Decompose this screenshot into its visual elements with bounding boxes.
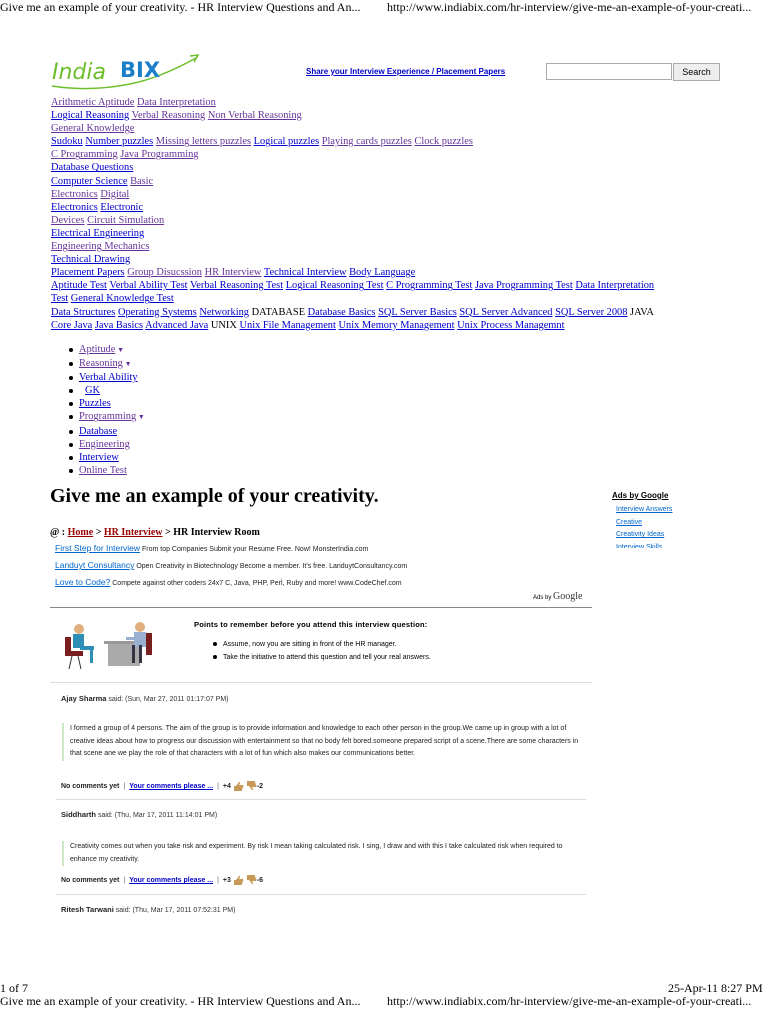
points-heading: Points to remember before you attend this interview question: bbox=[194, 620, 428, 629]
list-item: Take the initiative to attend this question and tell your real answers. bbox=[212, 651, 431, 664]
topic-link-general-knowledge[interactable]: General Knowledge bbox=[51, 123, 135, 135]
upvote-count: +4 bbox=[222, 782, 231, 790]
topic-link-c-programming-test[interactable]: C Programming Test bbox=[386, 280, 473, 292]
topic-link-test[interactable]: Test bbox=[51, 293, 69, 305]
comment-author bbox=[61, 810, 217, 819]
sidebar-ad-link[interactable]: Interview Skills bbox=[616, 543, 663, 548]
topic-link-basic[interactable]: Basic bbox=[130, 175, 154, 187]
topic-link-database-questions[interactable]: Database Questions bbox=[51, 162, 134, 174]
topic-links bbox=[51, 96, 711, 332]
topic-link-verbal-ability-test[interactable]: Verbal Ability Test bbox=[109, 280, 188, 292]
topic-link-advanced-java[interactable]: Advanced Java bbox=[145, 319, 209, 331]
topic-link-aptitude-test[interactable]: Aptitude Test bbox=[51, 280, 107, 292]
topic-link-data-interpretation[interactable]: Data Interpretation bbox=[575, 280, 655, 292]
topic-link-clock-puzzles[interactable]: Clock puzzles bbox=[414, 136, 473, 148]
chevron-down-icon[interactable]: ▼ bbox=[115, 346, 125, 354]
menu-item-database[interactable] bbox=[67, 425, 145, 438]
menu-item-interview[interactable] bbox=[67, 451, 145, 464]
text-ad bbox=[55, 543, 368, 553]
topic-link-core-java[interactable]: Core Java bbox=[51, 319, 93, 331]
comment-text: I formed a group of 4 persons. The aim of the group is to provide information and knowledge to each other person in the group.We came up in group with a lot of creative ideas about how to progress our discussion with entertainment so that no body felt bored.someone prepared script of a scene.There are some characters in that scene ane we play the role of that characters with a lot of fun which also makes our communications better. bbox=[62, 723, 585, 761]
text-ad bbox=[55, 577, 402, 587]
topic-link-unix-file-management[interactable]: Unix File Management bbox=[239, 319, 336, 331]
comment-date: said: (Thu, Mar 17, 2011 07:52:31 PM) bbox=[115, 907, 236, 914]
topic-link-networking[interactable]: Networking bbox=[199, 306, 249, 318]
sidebar-ad-link[interactable]: Creative bbox=[616, 518, 643, 526]
comment-author bbox=[61, 905, 235, 914]
menu-item-label[interactable]: Verbal Ability bbox=[79, 372, 138, 384]
ads-by-google-label[interactable]: Ads by Google bbox=[533, 591, 583, 602]
menu-item-label[interactable]: Puzzles bbox=[79, 398, 111, 410]
chevron-down-icon[interactable]: ▼ bbox=[122, 360, 132, 369]
topic-label-database: DATABASE bbox=[251, 306, 306, 318]
topic-link-operating-systems[interactable]: Operating Systems bbox=[117, 306, 197, 318]
menu-item-reasoning[interactable] bbox=[67, 357, 145, 371]
menu-item-puzzles[interactable] bbox=[67, 397, 145, 410]
thumbs-up-icon[interactable] bbox=[233, 875, 244, 885]
topic-links-row bbox=[51, 240, 711, 253]
your-comments-link[interactable]: Your comments please ... bbox=[129, 876, 214, 884]
page-title: Give me an example of your creativity. bbox=[50, 485, 379, 507]
ad-text: Compete against other coders 24x7 C, Java, PHP, Perl, Ruby and more! www.CodeChef.com bbox=[112, 580, 402, 587]
topic-link-technical-drawing[interactable]: Technical Drawing bbox=[51, 254, 131, 266]
ads-sidebar bbox=[612, 491, 712, 548]
ad-link[interactable]: Love to Code? bbox=[55, 577, 111, 587]
ad-link[interactable]: First Step for Interview bbox=[55, 543, 141, 553]
topic-links-row bbox=[51, 292, 711, 305]
topic-links-row bbox=[51, 279, 711, 292]
downvote-count: -2 bbox=[256, 782, 264, 790]
menu-item-label[interactable]: Programming bbox=[79, 411, 137, 423]
breadcrumb-hr-interview[interactable]: HR Interview bbox=[103, 527, 163, 538]
menu-item-programming[interactable] bbox=[67, 410, 145, 424]
list-item: Assume, now you are sitting in front of the HR manager. bbox=[212, 638, 431, 651]
breadcrumb: @ : Home > HR Interview > HR Interview Room bbox=[50, 527, 260, 538]
comment-actions: No comments yet | Your comments please ... | +3 -6 bbox=[61, 876, 264, 884]
divider bbox=[56, 799, 586, 800]
topic-link-sql-server-2008[interactable]: SQL Server 2008 bbox=[555, 306, 628, 318]
topic-links-row bbox=[51, 161, 711, 174]
topic-link-sql-server-basics[interactable]: SQL Server Basics bbox=[378, 306, 457, 318]
indiabix-logo[interactable] bbox=[50, 52, 200, 94]
topic-link-technical-interview[interactable]: Technical Interview bbox=[263, 267, 347, 279]
topic-link-logical-reasoning[interactable]: Logical Reasoning bbox=[51, 110, 130, 122]
points-list bbox=[212, 638, 431, 664]
ad-text: Open Creativity in Biotechnology Become a member. It's free. LanduytConsultancy.com bbox=[136, 563, 408, 570]
share-experience-link[interactable]: Share your Interview Experience / Placement Papers bbox=[306, 67, 506, 76]
divider bbox=[56, 894, 586, 895]
topic-link-group-disucssion[interactable]: Group Disucssion bbox=[127, 267, 202, 279]
commenter-name: Siddharth bbox=[61, 810, 96, 819]
no-comments-label: No comments yet bbox=[61, 876, 120, 884]
breadcrumb-home[interactable]: Home bbox=[67, 527, 94, 538]
text-ad bbox=[55, 560, 407, 570]
divider bbox=[50, 682, 592, 683]
topic-link-placement-papers[interactable]: Placement Papers bbox=[51, 267, 125, 279]
print-header-title: Give me an example of your creativity. - HR Interview Questions and An... bbox=[0, 0, 361, 14]
topic-link-arithmetic-aptitude[interactable]: Arithmetic Aptitude bbox=[51, 97, 135, 108]
topic-link-devices[interactable]: Devices bbox=[51, 214, 85, 226]
search-button[interactable]: Search bbox=[673, 63, 720, 81]
menu-item-label[interactable]: Engineering bbox=[79, 438, 130, 450]
print-footer-title: Give me an example of your creativity. - HR Interview Questions and An... bbox=[0, 994, 361, 1008]
menu-item-verbal-ability[interactable] bbox=[67, 371, 145, 384]
menu-item-label[interactable]: Reasoning bbox=[79, 358, 123, 370]
topic-links-row bbox=[51, 96, 711, 109]
print-footer-datetime: 25-Apr-11 8:27 PM bbox=[668, 981, 763, 995]
topic-link-logical-reasoning-test[interactable]: Logical Reasoning Test bbox=[285, 280, 384, 292]
topic-link-unix-memory-management[interactable]: Unix Memory Management bbox=[338, 319, 455, 331]
topic-link-electronics[interactable]: Electronics bbox=[51, 201, 98, 213]
thumbs-down-icon[interactable] bbox=[246, 781, 257, 791]
topic-link-java-basics[interactable]: Java Basics bbox=[94, 319, 144, 331]
topic-link-digital[interactable]: Digital bbox=[100, 188, 130, 200]
menu-item-engineering[interactable] bbox=[67, 438, 145, 451]
topic-link-database-basics[interactable]: Database Basics bbox=[307, 306, 376, 318]
topic-link-general-knowledge-test[interactable]: General Knowledge Test bbox=[70, 293, 174, 305]
topic-links-row bbox=[51, 188, 711, 201]
menu-item-label[interactable]: Aptitude bbox=[79, 344, 116, 355]
comment-date: said: (Thu, Mar 17, 2011 11:14:01 PM) bbox=[97, 812, 218, 819]
topic-link-playing-cards-puzzles[interactable]: Playing cards puzzles bbox=[321, 136, 412, 148]
interview-illustration-image bbox=[60, 619, 160, 675]
comment-actions: No comments yet | Your comments please ... | +4 -2 bbox=[61, 782, 264, 790]
search-input[interactable] bbox=[546, 63, 672, 80]
divider bbox=[50, 607, 592, 608]
chevron-down-icon[interactable]: ▼ bbox=[136, 413, 145, 422]
logo-india-text: India bbox=[52, 60, 106, 85]
topic-link-electronics[interactable]: Electronics bbox=[51, 188, 98, 200]
print-footer-url: http://www.indiabix.com/hr-interview/give-me-an-example-of-your-creati... bbox=[387, 994, 752, 1008]
breadcrumb-prefix: @ : bbox=[50, 527, 66, 538]
commenter-name: Ajay Sharma bbox=[61, 694, 107, 703]
menu-item-aptitude[interactable] bbox=[67, 343, 145, 357]
topic-link-engineering-mechanics[interactable]: Engineering Mechanics bbox=[51, 241, 150, 253]
commenter-name: Ritesh Tarwani bbox=[61, 905, 114, 914]
topic-link-java-programming[interactable]: Java Programming bbox=[120, 149, 199, 161]
topic-links-row bbox=[51, 253, 711, 266]
comment-text: Creativity comes out when you take risk and experiment. By risk I mean taking calculated risk. I sing, I draw and with this I take calculated risk when required to enhance my creativity. bbox=[62, 841, 585, 866]
breadcrumb-current: HR Interview Room bbox=[173, 527, 260, 538]
topic-link-sudoku[interactable]: Sudoku bbox=[51, 136, 83, 148]
menu-item-online-test[interactable] bbox=[67, 464, 145, 477]
topic-label-unix: UNIX bbox=[210, 319, 237, 331]
print-header-url: http://www.indiabix.com/hr-interview/give-me-an-example-of-your-creati... bbox=[387, 0, 752, 14]
sidebar-ad-link[interactable]: Interview Answers bbox=[616, 506, 673, 513]
print-footer-page: 1 of 7 bbox=[0, 981, 28, 995]
topic-link-circuit-simulation[interactable]: Circuit Simulation bbox=[87, 214, 165, 226]
topic-links-row bbox=[51, 175, 711, 188]
ad-text: From top Companies Submit your Resume Free. Now! MonsterIndia.com bbox=[141, 546, 369, 553]
topic-link-missing-letters-puzzles[interactable]: Missing letters puzzles bbox=[155, 136, 252, 148]
topic-links-row bbox=[51, 306, 711, 319]
menu-item-label[interactable]: Online Test bbox=[79, 464, 127, 476]
topic-link-electrical-engineering[interactable]: Electrical Engineering bbox=[51, 227, 145, 239]
topic-link-non-verbal-reasoning[interactable]: Non Verbal Reasoning bbox=[207, 110, 302, 122]
topic-link-number-puzzles[interactable]: Number puzzles bbox=[85, 136, 154, 148]
topic-link-verbal-reasoning-test[interactable]: Verbal Reasoning Test bbox=[189, 280, 284, 292]
topic-label-java: JAVA bbox=[630, 306, 654, 318]
upvote-count: +3 bbox=[222, 876, 231, 884]
topic-links-row bbox=[51, 122, 711, 135]
sidebar-ad-link[interactable]: Creativity Ideas bbox=[616, 531, 665, 538]
menu-item-label[interactable]: Interview bbox=[79, 451, 119, 463]
category-menu bbox=[67, 343, 145, 477]
topic-links-row bbox=[51, 319, 711, 332]
topic-links-row bbox=[51, 148, 711, 161]
topic-link-data-interpretation[interactable]: Data Interpretation bbox=[137, 97, 216, 108]
topic-link-electronic[interactable]: Electronic bbox=[100, 201, 144, 213]
topic-link-sql-server-advanced[interactable]: SQL Server Advanced bbox=[459, 306, 553, 318]
comment-date: said: (Sun, Mar 27, 2011 01:17:07 PM) bbox=[108, 696, 229, 703]
downvote-count: -6 bbox=[256, 876, 264, 884]
topic-link-unix-process-managemnt[interactable]: Unix Process Managemnt bbox=[457, 319, 565, 331]
topic-links-row bbox=[51, 135, 711, 148]
thumbs-up-icon[interactable] bbox=[233, 781, 244, 791]
topic-links-row bbox=[51, 201, 711, 214]
menu-item-label[interactable]: GK bbox=[85, 385, 101, 397]
topic-link-computer-science[interactable]: Computer Science bbox=[51, 175, 128, 187]
topic-link-java-programming-test[interactable]: Java Programming Test bbox=[474, 280, 573, 292]
ads-by-google-heading[interactable]: Ads by Google bbox=[612, 491, 669, 500]
no-comments-label: No comments yet bbox=[61, 782, 120, 790]
ad-link[interactable]: Landuyt Consultancy bbox=[55, 560, 135, 570]
topic-link-body-language[interactable]: Body Language bbox=[349, 267, 416, 279]
topic-links-row bbox=[51, 266, 711, 279]
comment-author bbox=[61, 694, 229, 703]
logo-bix-text: BIX bbox=[120, 58, 161, 82]
thumbs-down-icon[interactable] bbox=[246, 875, 257, 885]
topic-link-logical-puzzles[interactable]: Logical puzzles bbox=[253, 136, 320, 148]
topic-link-data-structures[interactable]: Data Structures bbox=[51, 306, 116, 318]
topic-links-row bbox=[51, 109, 711, 122]
menu-item-gk[interactable] bbox=[67, 384, 145, 397]
topic-link-c-programming[interactable]: C Programming bbox=[51, 149, 118, 161]
menu-item-label[interactable]: Database bbox=[79, 425, 118, 437]
your-comments-link[interactable]: Your comments please ... bbox=[129, 782, 214, 790]
topic-link-hr-interview[interactable]: HR Interview bbox=[204, 267, 262, 279]
topic-links-row bbox=[51, 214, 711, 227]
topic-link-verbal-reasoning[interactable]: Verbal Reasoning bbox=[131, 110, 206, 122]
topic-links-row bbox=[51, 227, 711, 240]
